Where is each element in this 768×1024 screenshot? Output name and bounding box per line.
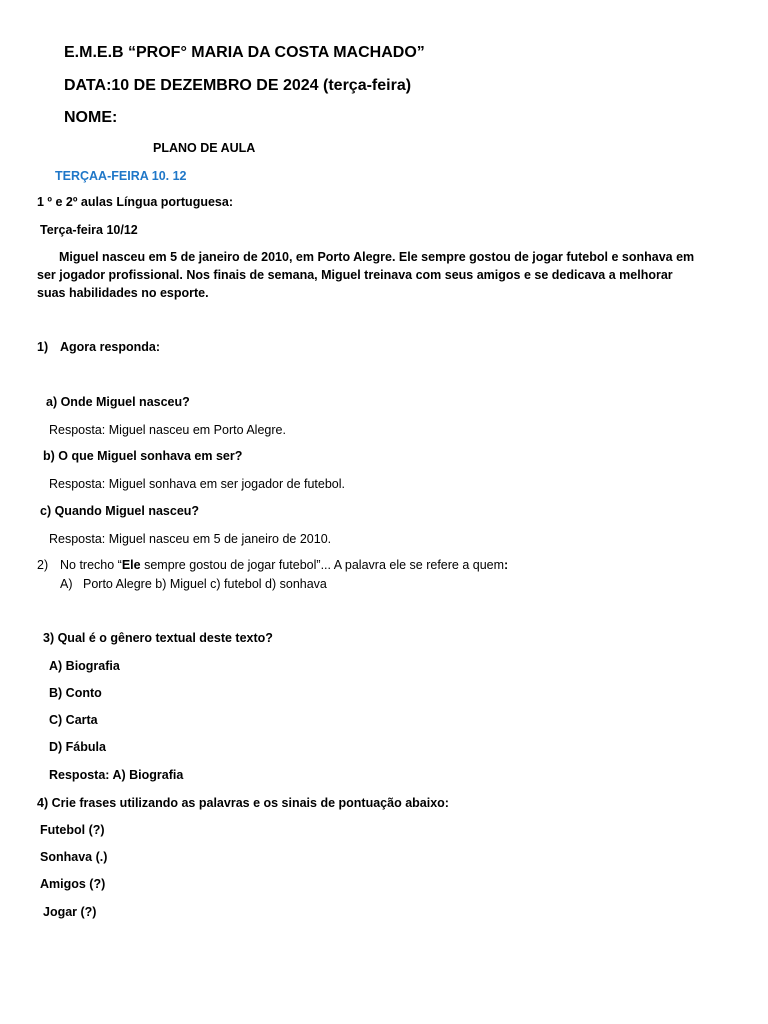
q4-item-futebol: Futebol (?) — [40, 823, 105, 837]
q4-item-amigos: Amigos (?) — [40, 877, 106, 891]
date-line: DATA:10 DE DEZEMBRO DE 2024 (terça-feira) — [64, 77, 412, 94]
q2-text-bold: Ele — [121, 558, 141, 572]
q3-answer: Resposta: A) Biografia — [49, 768, 184, 782]
q3-option-d: D) Fábula — [49, 740, 106, 754]
reading-paragraph: Miguel nasceu em 5 de janeiro de 2010, em Porto Alegre. Ele sempre gostou de jogar futebol e sonhava em ser jogador profissional. Nos finais de semana, Miguel treinava com seus amigos e se dedicava a melhorar suas habilidades no esporte. — [37, 250, 695, 300]
q4-item-sonhava: Sonhava (.) — [40, 850, 108, 864]
q2-question — [60, 557, 508, 573]
q1b-answer: Resposta: Miguel sonhava em ser jogador de futebol. — [49, 477, 346, 491]
q2-options-label: A) — [60, 577, 73, 591]
name-label: NOME: — [64, 109, 118, 126]
q3-option-b: B) Conto — [49, 686, 102, 700]
q2-options: Porto Alegre b) Miguel c) futebol d) sonhava — [83, 577, 327, 591]
school-title: E.M.E.B “PROF° MARIA DA COSTA MACHADO” — [64, 44, 425, 61]
q2-text-colon: : — [504, 558, 509, 572]
q2-text-before: No trecho “ — [60, 558, 122, 572]
q2-text-after: sempre gostou de jogar futebol”... A palavra ele se refere a quem — [140, 558, 505, 572]
sub-date: Terça-feira 10/12 — [40, 223, 138, 237]
q1b-question: b) O que Miguel sonhava em ser? — [43, 449, 243, 463]
plan-title: PLANO DE AULA — [153, 141, 256, 155]
day-heading: TERÇAA-FEIRA 10. 12 — [55, 169, 187, 183]
q1c-answer: Resposta: Miguel nasceu em 5 de janeiro de 2010. — [49, 532, 332, 546]
q1c-question: c) Quando Miguel nasceu? — [40, 504, 200, 518]
q2-number: 2) — [37, 558, 49, 572]
q1-number: 1) — [37, 340, 49, 354]
q3-option-c: C) Carta — [49, 713, 98, 727]
classes-line: 1 º e 2º aulas Língua portuguesa: — [37, 195, 233, 209]
q3-title: 3) Qual é o gênero textual deste texto? — [43, 631, 273, 645]
q1a-question: a) Onde Miguel nasceu? — [46, 395, 190, 409]
q1-title: Agora responda: — [60, 340, 161, 354]
q4-item-jogar: Jogar (?) — [43, 905, 97, 919]
q1a-answer: Resposta: Miguel nasceu em Porto Alegre. — [49, 423, 286, 437]
q3-option-a: A) Biografia — [49, 659, 120, 673]
q4-title: 4) Crie frases utilizando as palavras e os sinais de pontuação abaixo: — [37, 796, 449, 810]
